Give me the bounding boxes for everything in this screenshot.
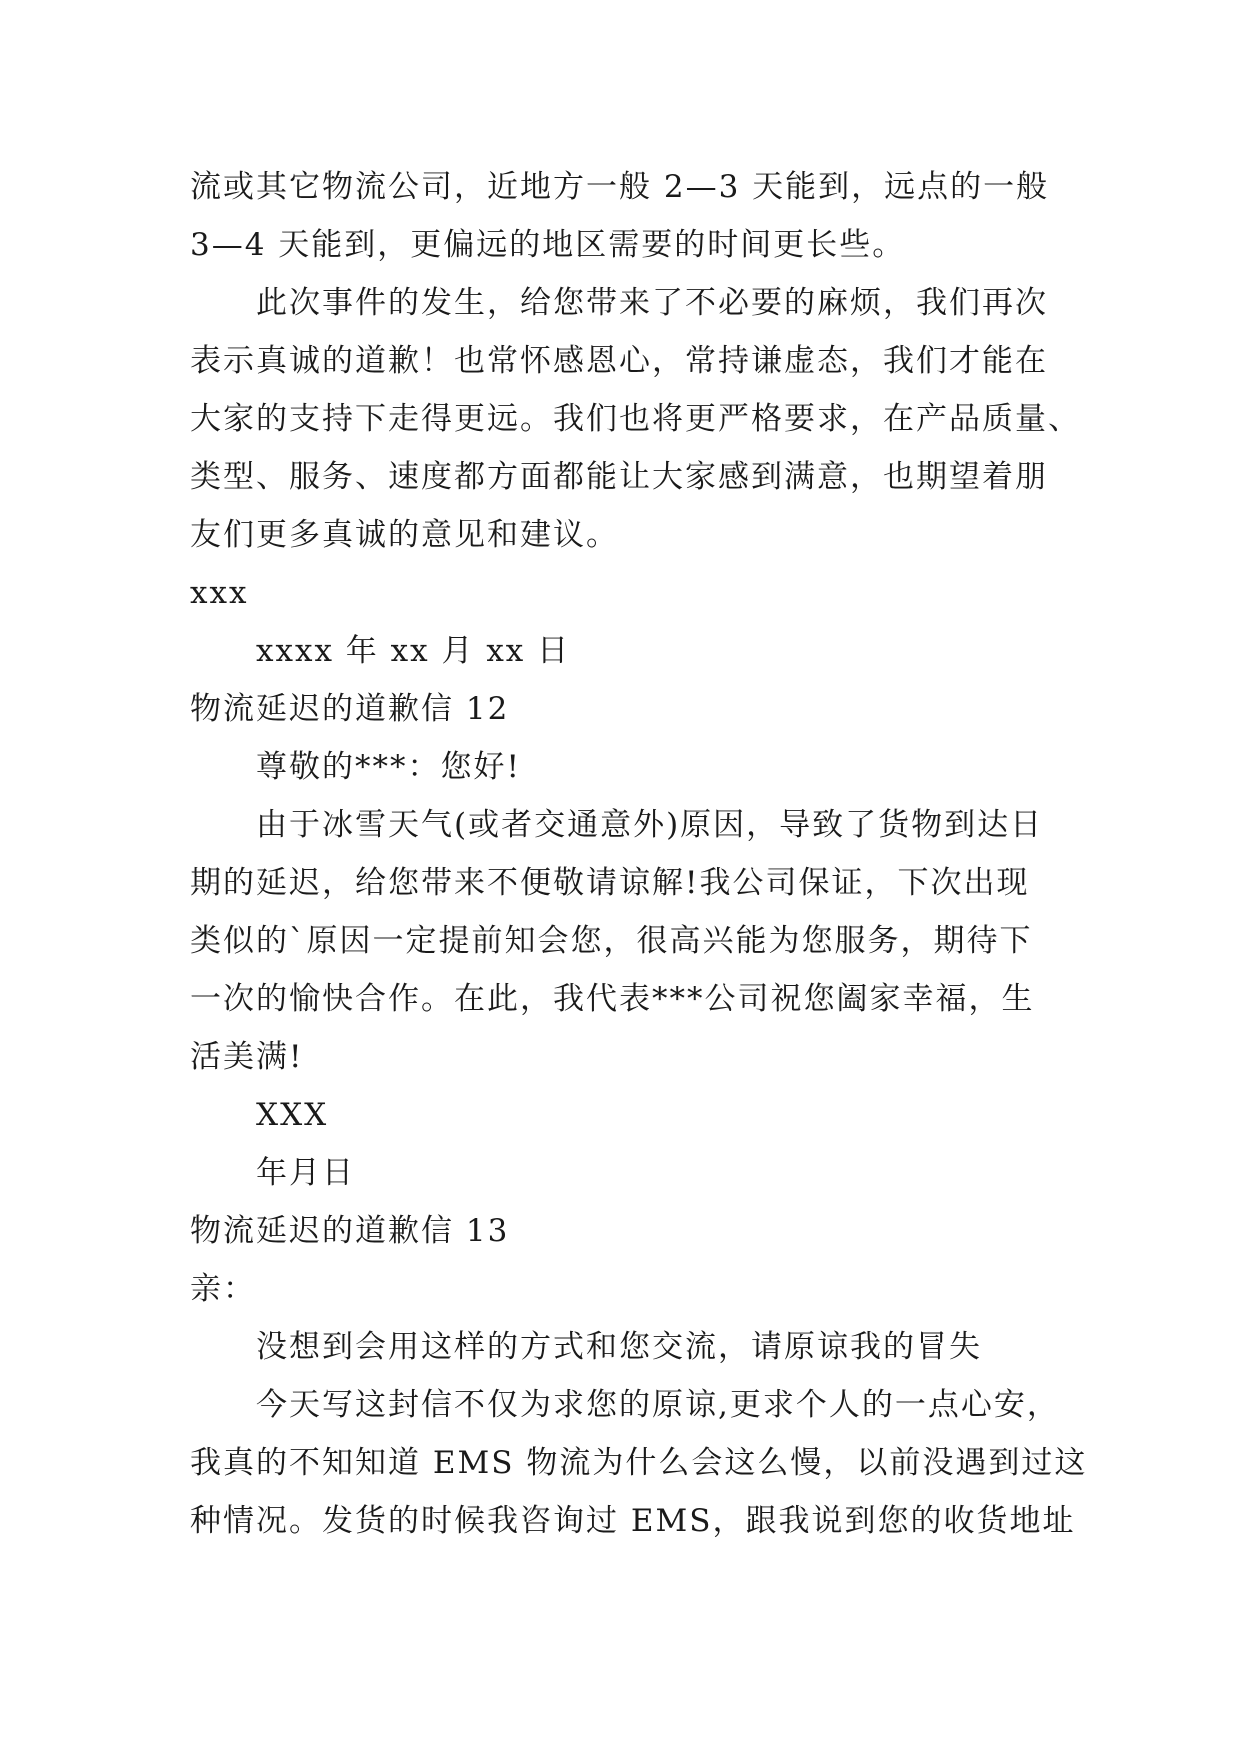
signature-date: xxxx 年 xx 月 xx 日 [256,633,571,669]
text-line: 一次的愉快合作。在此，我代表***公司祝您阖家幸福，生 [190,981,1035,1017]
text-line: 表示真诚的道歉！也常怀感恩心，常持谦虚态，我们才能在 [190,343,1048,379]
text-line: 流或其它物流公司，近地方一般 2—3 天能到，远点的一般 [190,169,1050,205]
text-line: 友们更多真诚的意见和建议。 [190,517,619,553]
text-line: 此次事件的发生，给您带来了不必要的麻烦，我们再次 [256,285,1048,321]
text-line: 没想到会用这样的方式和您交流，请原谅我的冒失 [256,1329,982,1365]
text-line: 今天写这封信不仅为求您的原谅,更求个人的一点心安， [256,1387,1060,1423]
text-line: 活美满! [190,1039,304,1075]
text-line: 类似的`原因一定提前知会您，很高兴能为您服务，期待下 [190,923,1033,959]
text-line: 由于冰雪天气(或者交通意外)原因，导致了货物到达日 [256,807,1044,843]
signature-name: XXX [256,1097,329,1133]
section-title: 物流延迟的道歉信 12 [190,691,510,727]
signature-date: 年月日 [256,1155,355,1191]
salutation: 尊敬的***：您好! [256,749,521,785]
text-line: 大家的支持下走得更远。我们也将更严格要求，在产品质量、 [190,401,1081,437]
text-line: 类型、服务、速度都方面都能让大家感到满意，也期望着朋 [190,459,1048,495]
text-line: 期的延迟，给您带来不便敬请谅解!我公司保证，下次出现 [190,865,1030,901]
section-title: 物流延迟的道歉信 13 [190,1213,510,1249]
text-line: 种情况。发货的时候我咨询过 EMS，跟我说到您的收货地址 [190,1503,1076,1539]
text-line: 我真的不知知道 EMS 物流为什么会这么慢，以前没遇到过这 [190,1445,1088,1481]
signature-name: xxx [190,575,249,611]
document-body [190,158,1088,1550]
salutation: 亲： [190,1271,256,1307]
text-line: 3—4 天能到，更偏远的地区需要的时间更长些。 [190,227,906,263]
